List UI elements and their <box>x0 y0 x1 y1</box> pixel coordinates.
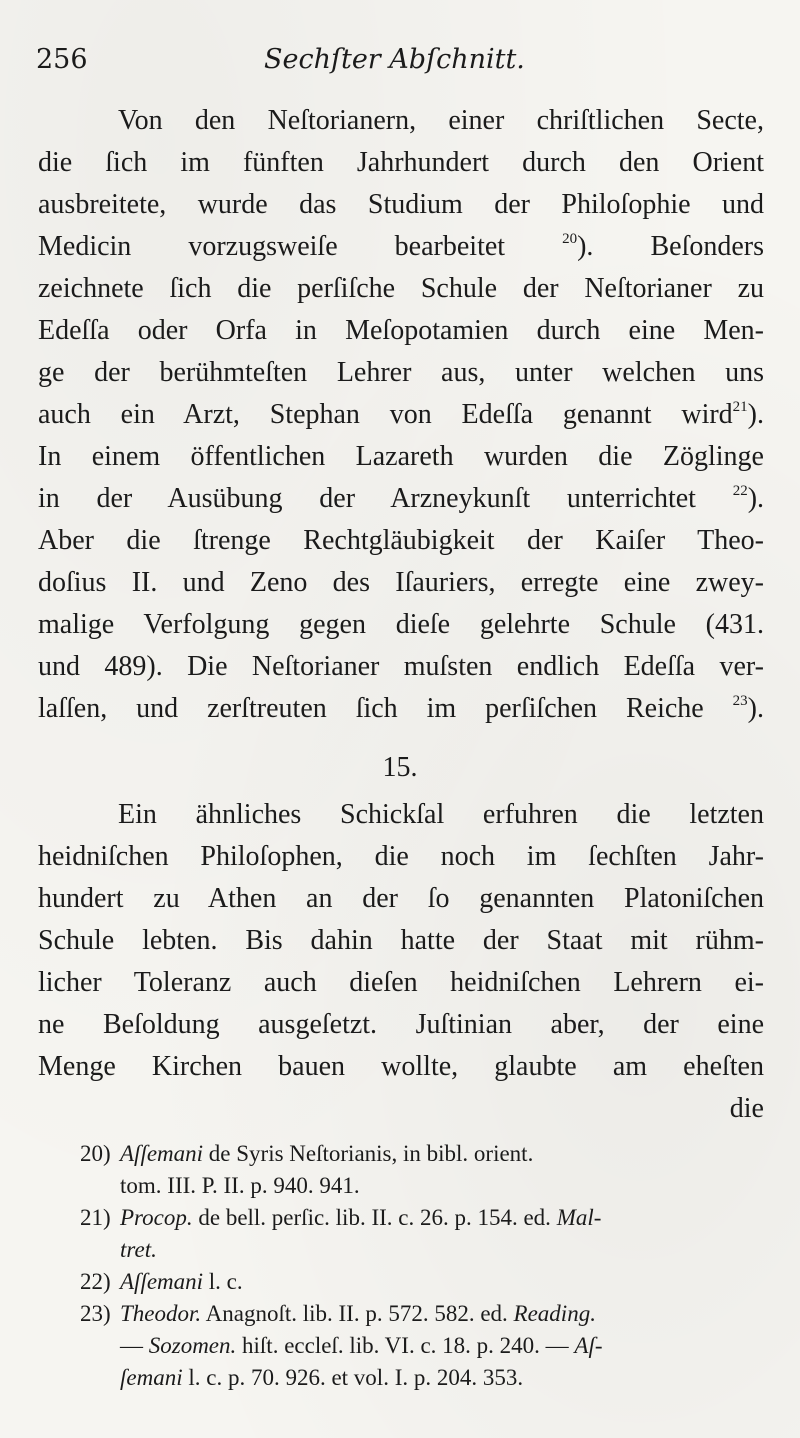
footnote-22 <box>80 1266 770 1298</box>
footnote-21 <box>80 1202 770 1234</box>
footnote-number: 23) <box>80 1301 111 1326</box>
section-number: 15. <box>382 752 418 783</box>
text-line: ge der berühmteſten Lehrer aus, unter welchen uns <box>38 357 764 388</box>
footnote-author: Aſ- <box>574 1333 603 1358</box>
footnote-text: hiſt. eccleſ. lib. VI. c. 18. p. 240. — <box>236 1333 575 1358</box>
footnote-number: 21) <box>80 1205 111 1230</box>
text-segment: in der Ausübung der Arzneykunſt unterrichtet <box>38 483 696 514</box>
footnote-23-cont-1 <box>80 1330 770 1362</box>
footnote-23 <box>80 1298 770 1330</box>
text-segment: Medicin vorzugsweiſe bearbeitet <box>38 231 506 262</box>
text-line: malige Verfolgung gegen dieſe gelehrte Schule (431. <box>38 609 764 640</box>
footnote-20-cont: tom. III. P. II. p. 940. 941. <box>120 1173 360 1198</box>
text-line: licher Toleranz auch dieſen heidniſchen Lehrern ei- <box>38 967 764 998</box>
footnote-number: 22) <box>80 1269 111 1294</box>
text-line: und 489). Die Neſtorianer muſsten endlich Edeſſa ver- <box>38 651 764 682</box>
page-header <box>36 44 760 84</box>
text-line: heidniſchen Philoſophen, die noch im ſechſten Jahr- <box>38 841 764 872</box>
text-segment: laſſen, und zerſtreuten ſich im perſiſchen Reiche <box>38 693 704 724</box>
text-line: laſſen, und zerſtreuten ſich im perſiſchen Reiche $^{23}$). <box>38 693 764 724</box>
footnote-number: 20) <box>80 1141 111 1166</box>
footnote-ref: 23 <box>732 693 748 709</box>
footnote-21-cont: tret. <box>120 1237 157 1262</box>
text-line: ne Beſoldung ausgeſetzt. Juſtinian aber, der eine <box>38 1009 764 1040</box>
footnote-text-italic: Reading. <box>513 1301 596 1326</box>
text-line: Medicin vorzugsweiſe bearbeitet $^{20}$). Beſonders <box>38 231 765 262</box>
footnote-text: l. c. p. 70. 926. et vol. I. p. 204. 353. <box>182 1365 524 1390</box>
footnote-text: de Syris Neſtorianis, in bibl. orient. <box>203 1141 534 1166</box>
footnote-ref: 22 <box>732 483 748 499</box>
paragraph-philosophers <box>38 794 764 1130</box>
text-line: Schule lebten. Bis dahin hatte der Staat mit rühm- <box>38 925 764 956</box>
text-line: hundert zu Athen an der ſo genannten Platoniſchen <box>38 883 764 914</box>
footnote-ref: 21 <box>732 399 748 415</box>
paragraph-nestorians <box>38 100 764 730</box>
footnote-author: Procop. <box>120 1205 193 1230</box>
footnote-text-italic: Mal- <box>556 1205 602 1230</box>
text-segment: Beſonders <box>650 231 765 262</box>
text-line: In einem öffentlichen Lazareth wurden die Zöglinge <box>38 441 764 472</box>
text-line: ausbreitete, wurde das Studium der Philoſophie und <box>38 189 764 220</box>
text-line: doſius II. und Zeno des Iſauriers, erregte eine zwey- <box>38 567 764 598</box>
page-number: 256 <box>36 44 88 75</box>
footnote-text: l. c. <box>203 1269 243 1294</box>
catchword: die <box>729 1093 764 1124</box>
footnote-text: — <box>120 1333 149 1358</box>
footnote-author: ſemani <box>120 1365 183 1390</box>
text-line: Von den Neſtorianern, einer chriſtlichen Secte, <box>118 105 764 136</box>
text-segment: auch ein Arzt, Stephan von Edeſſa genannt wird <box>38 399 733 430</box>
footnote-23-cont-2 <box>80 1362 770 1394</box>
text-line: die ſich im fünften Jahrhundert durch den Orient <box>38 147 764 178</box>
text-line: zeichnete ſich die perſiſche Schule der Neſtorianer zu <box>38 273 764 304</box>
footnote-author: Aſſemani <box>120 1269 204 1294</box>
text-line: Menge Kirchen bauen wollte, glaubte am eheſten <box>38 1051 764 1082</box>
footnote-text: de bell. perſic. lib. II. c. 26. p. 154. ed. <box>192 1205 557 1230</box>
footnote-author: Sozomen. <box>148 1333 237 1358</box>
text-line: in der Ausübung der Arzneykunſt unterrichtet $^{22}$). <box>38 483 765 514</box>
text-line: Aber die ſtrenge Rechtgläubigkeit der Kaiſer Theo- <box>38 525 764 556</box>
text-line: auch ein Arzt, Stephan von Edeſſa genannt wird$^{21}$). <box>38 399 764 430</box>
footnote-ref: 20 <box>562 231 578 247</box>
footnote-text: Anagnoſt. lib. II. p. 572. 582. ed. <box>201 1301 514 1326</box>
running-head: Sechſter Abſchnitt. <box>264 44 525 75</box>
text-line: Ein ähnliches Schickſal erfuhren die letzten <box>118 799 764 830</box>
footnotes <box>80 1138 770 1394</box>
text-line: Edeſſa oder Orfa in Meſopotamien durch eine Men- <box>38 315 764 346</box>
footnote-author: Theodor. <box>120 1301 202 1326</box>
footnote-author: Aſſemani <box>120 1141 204 1166</box>
footnote-20 <box>80 1138 770 1170</box>
